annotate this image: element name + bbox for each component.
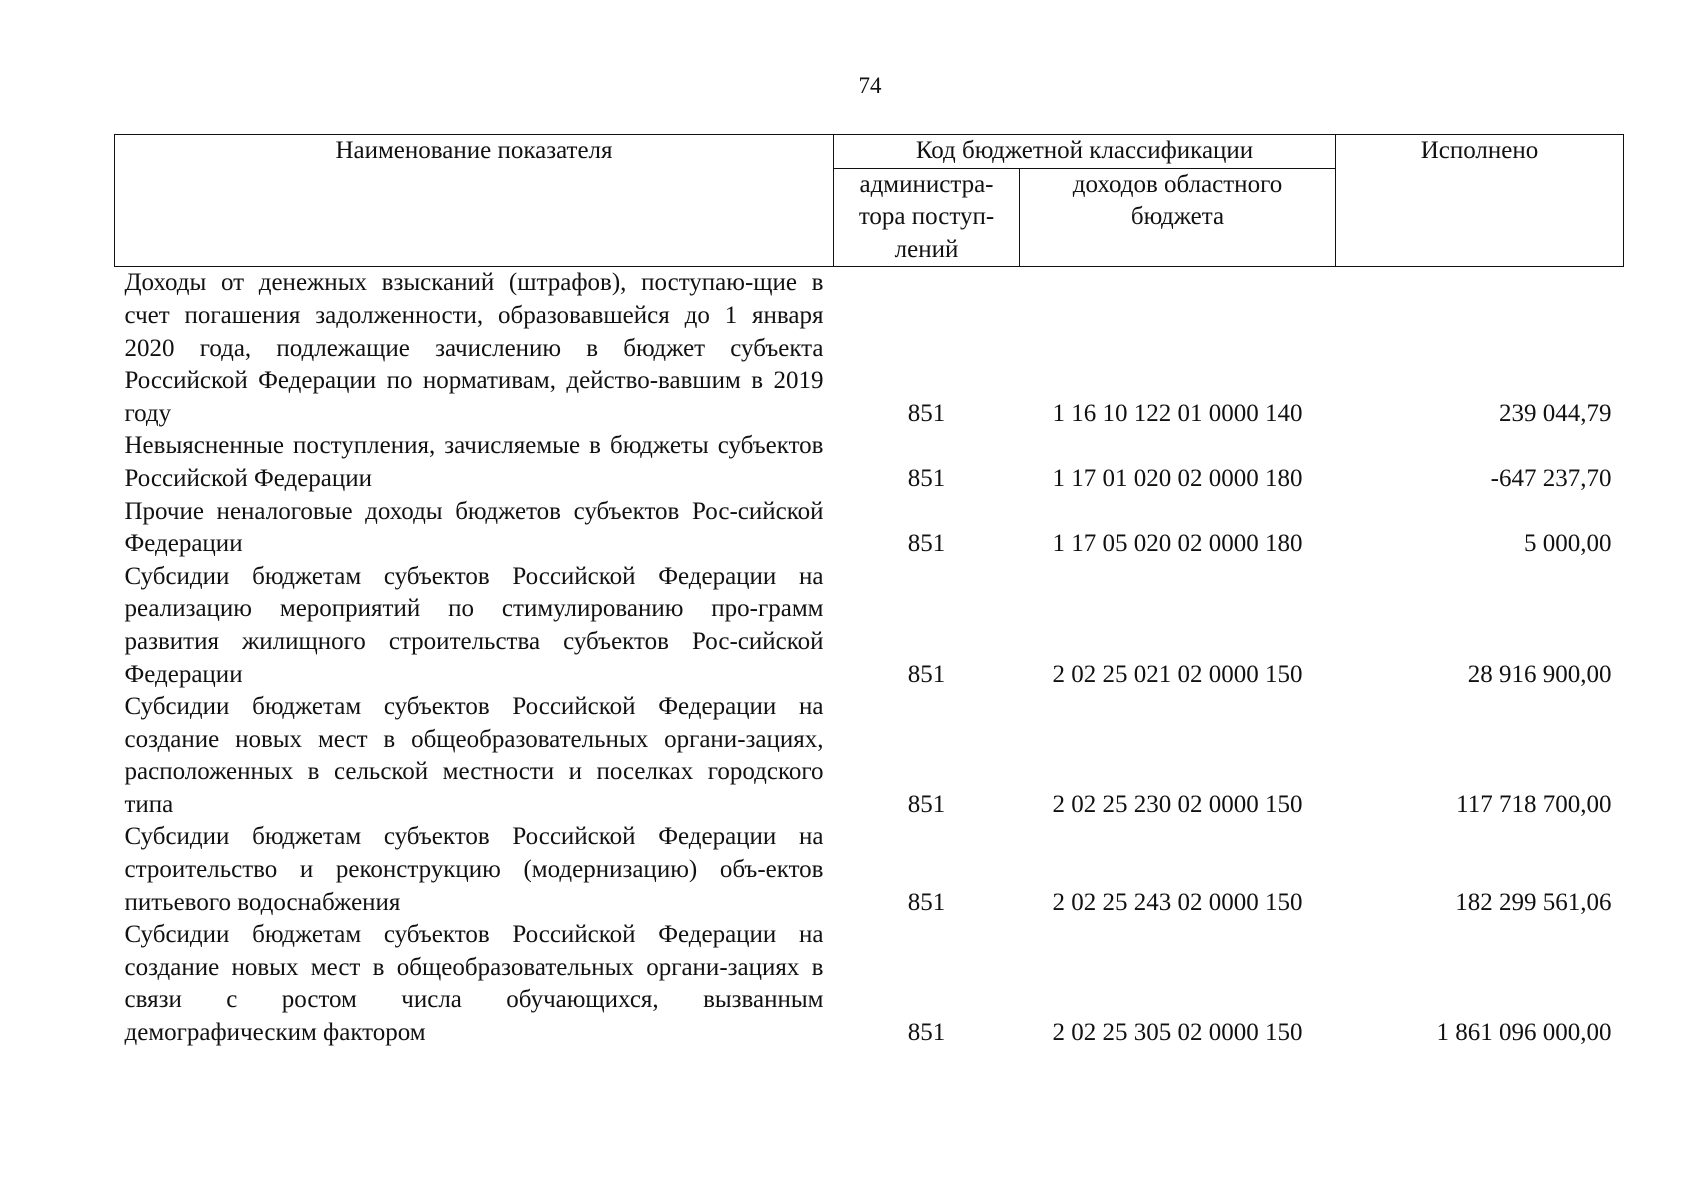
row-admin-code: 851	[907, 464, 946, 492]
row-budget-code: 1 17 01 020 02 0000 180	[1052, 464, 1303, 492]
row-executed-amount: 239 044,79	[1499, 399, 1612, 427]
row-executed-amount: -647 237,70	[1490, 464, 1612, 492]
row-budget-code: 2 02 25 021 02 0000 150	[1052, 660, 1303, 688]
row-name: Прочие неналоговые доходы бюджетов субъектов Рос-сийской Федерации	[124, 497, 824, 558]
table-row	[115, 267, 1624, 430]
row-executed-amount: 1 861 096 000,00	[1436, 1019, 1612, 1047]
row-admin-code: 851	[907, 660, 946, 688]
row-admin-code: 851	[907, 790, 946, 818]
row-name: Субсидии бюджетам субъектов Российской Федерации на создание новых мест в общеобразовательных органи-зациях в связи с ростом числа обучающихся, вызванным демографическим фактором	[124, 921, 824, 1047]
row-budget-code: 1 17 05 020 02 0000 180	[1052, 530, 1303, 558]
row-executed-amount: 28 916 900,00	[1467, 660, 1612, 688]
table-row	[115, 919, 1624, 1049]
table-row	[115, 691, 1624, 821]
row-name: Субсидии бюджетам субъектов Российской Федерации на реализацию мероприятий по стимулированию про-грамм развития жилищного строительства субъектов Рос-сийской Федерации	[124, 562, 824, 688]
table-header	[115, 135, 1624, 267]
row-name: Субсидии бюджетам субъектов Российской Федерации на строительство и реконструкцию (модернизацию) объ-ектов питьевого водоснабжения	[124, 823, 824, 916]
header-code-group: Код бюджетной классификации	[834, 135, 1336, 169]
row-executed-amount: 182 299 561,06	[1455, 888, 1612, 916]
row-admin-code: 851	[907, 888, 946, 916]
header-code: доходов областного бюджета	[1020, 168, 1336, 267]
row-name: Невыясненные поступления, зачисляемые в бюджеты субъектов Российской Федерации	[124, 432, 824, 492]
row-budget-code: 2 02 25 305 02 0000 150	[1052, 1019, 1303, 1047]
table-row	[115, 496, 1624, 561]
table-row	[115, 430, 1624, 495]
row-executed-amount: 5 000,00	[1524, 530, 1612, 558]
row-name: Доходы от денежных взысканий (штрафов), поступаю-щие в счет погашения задолженности, образовавшейся до 1 января 2020 года, подлежащие зачислению в бюджет субъекта Российской Федерации по нормативам, действо-вавшим в 2019 году	[124, 269, 824, 427]
row-name: Субсидии бюджетам субъектов Российской Федерации на создание новых мест в общеобразовательных органи-зациях, расположенных в сельской местности и поселках городского типа	[124, 693, 824, 818]
row-admin-code: 851	[907, 530, 946, 558]
table-row	[115, 561, 1624, 691]
page-number: 74	[858, 73, 882, 98]
table-body	[115, 267, 1624, 1050]
row-admin-code: 851	[907, 399, 946, 427]
row-budget-code: 1 16 10 122 01 0000 140	[1052, 399, 1303, 427]
row-admin-code: 851	[907, 1019, 946, 1047]
row-budget-code: 2 02 25 243 02 0000 150	[1052, 888, 1303, 916]
header-name: Наименование показателя	[115, 135, 834, 267]
row-budget-code: 2 02 25 230 02 0000 150	[1052, 790, 1303, 818]
budget-income-table	[114, 134, 1624, 1050]
table-row	[115, 821, 1624, 919]
header-admin: администра-тора поступ-лений	[834, 168, 1020, 267]
row-executed-amount: 117 718 700,00	[1456, 790, 1612, 818]
header-executed: Исполнено	[1336, 135, 1624, 267]
